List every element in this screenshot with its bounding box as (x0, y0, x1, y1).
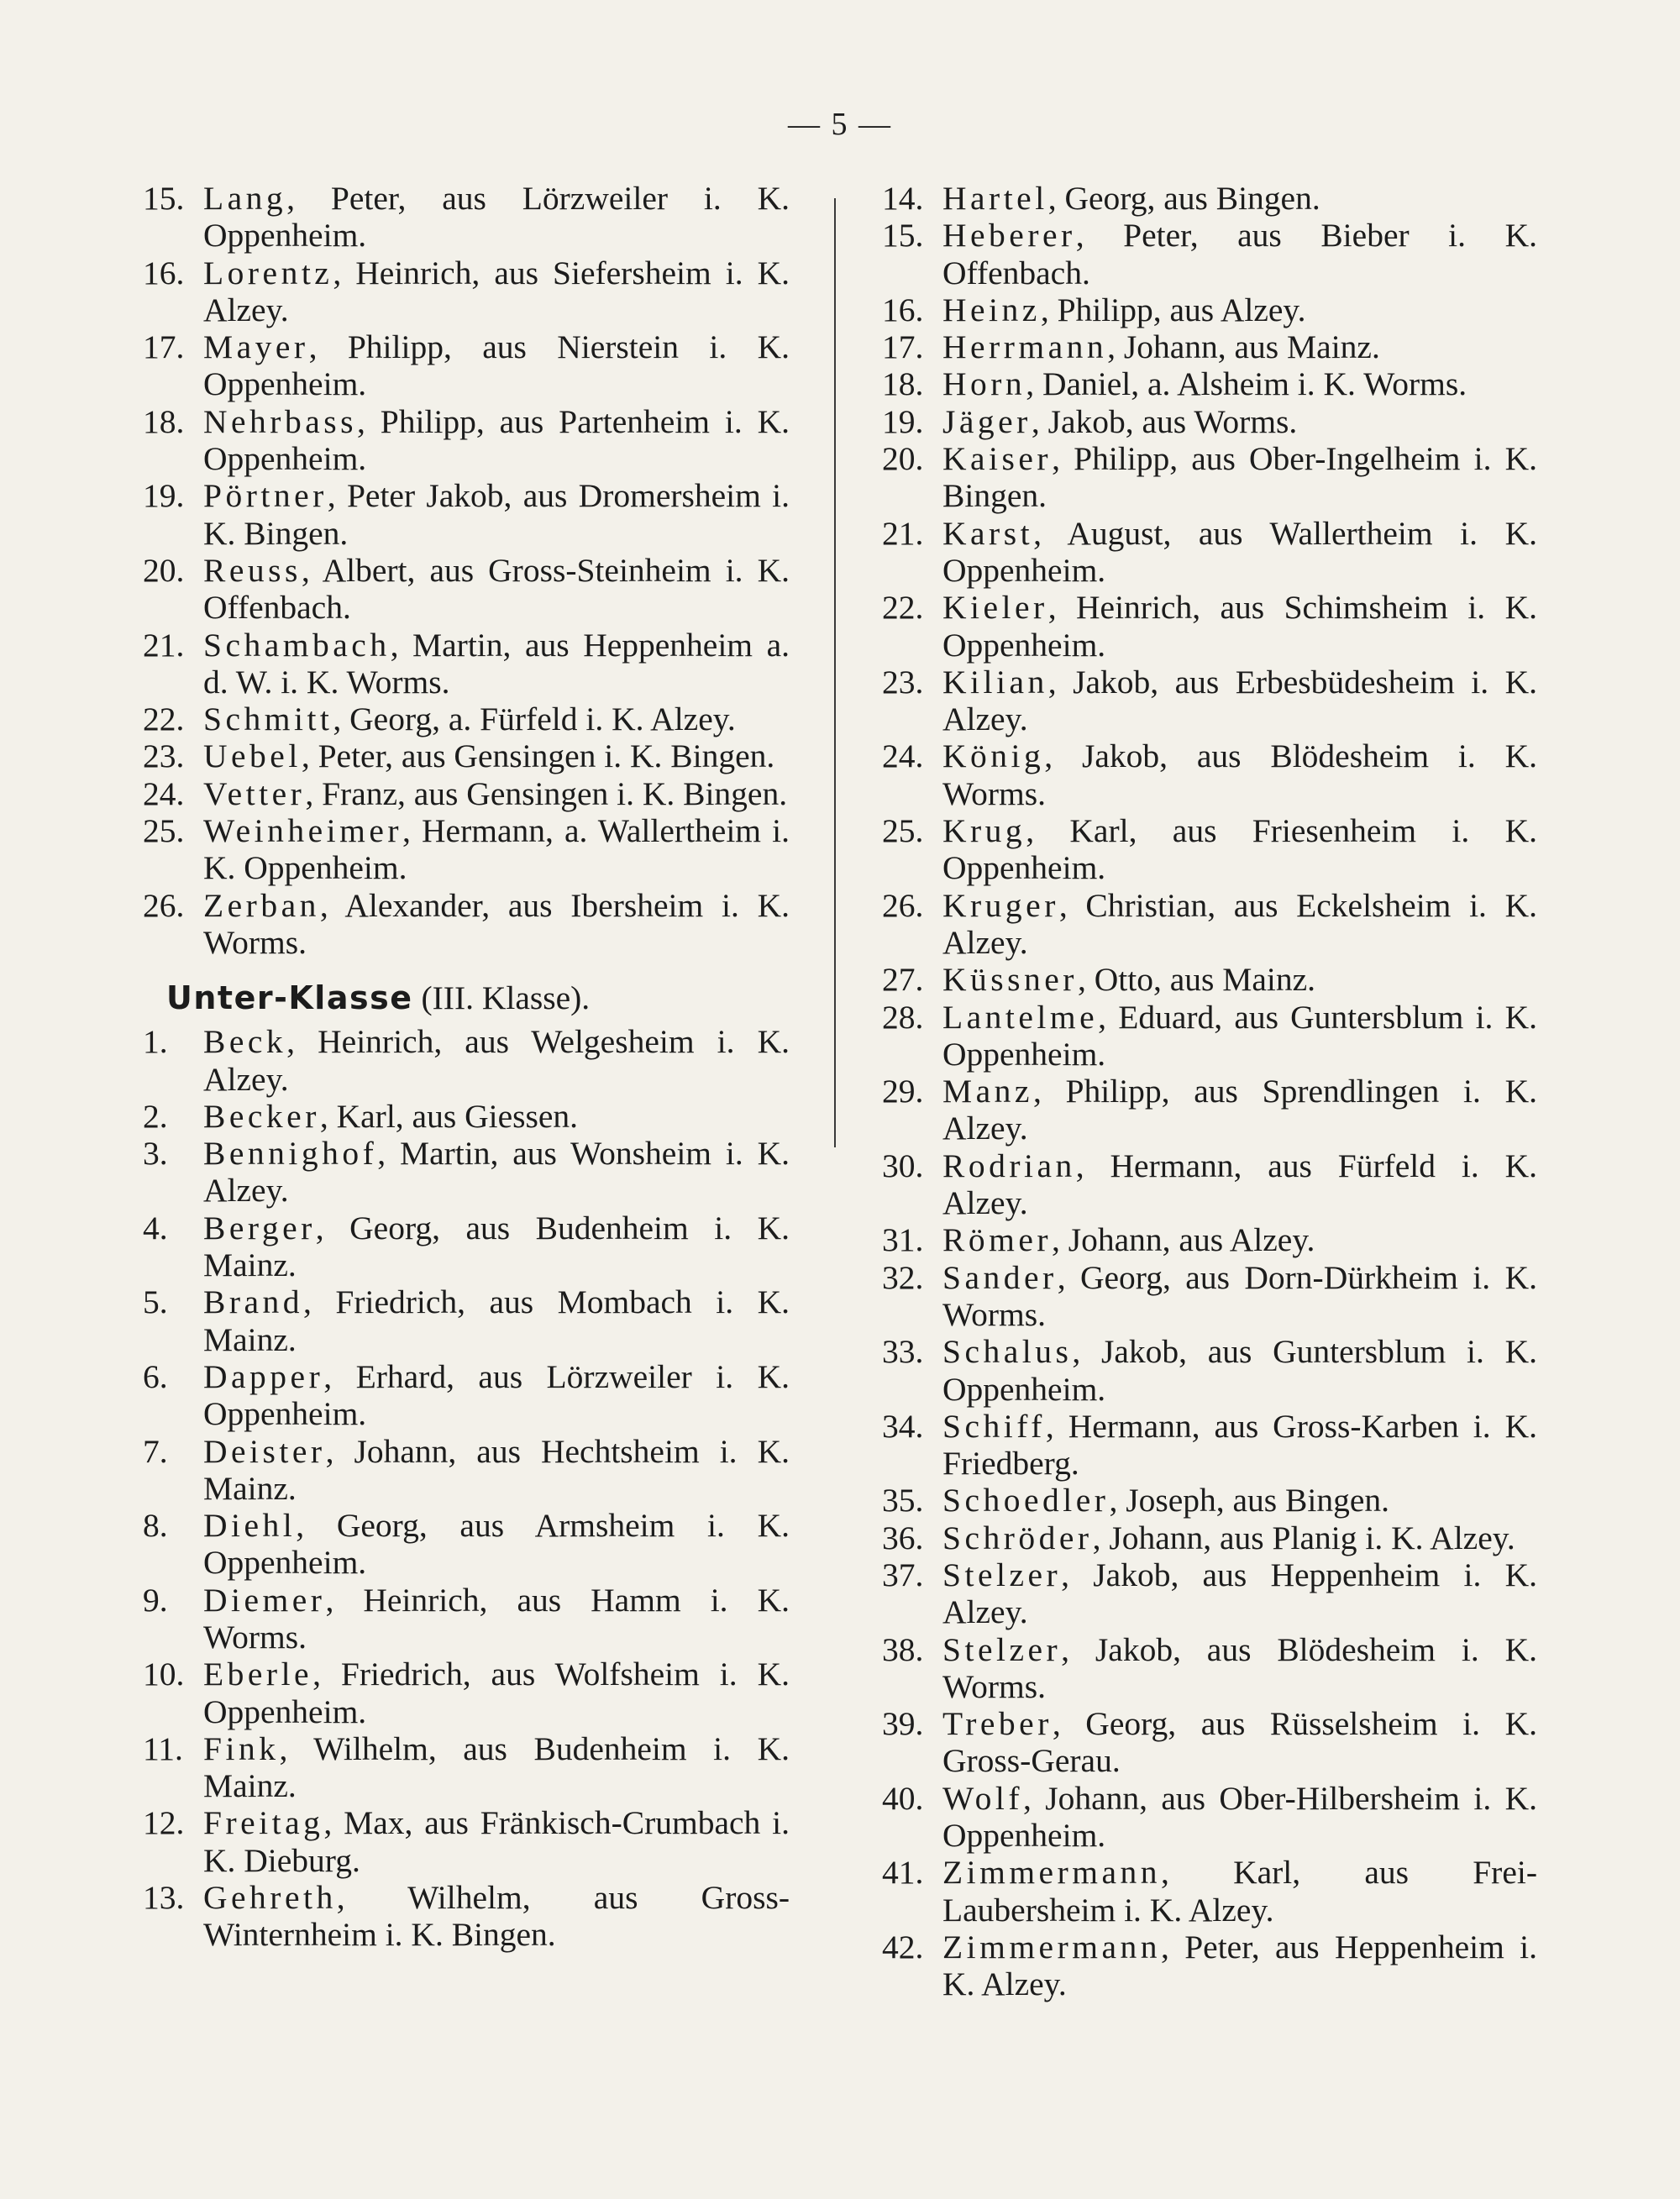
list-entry (882, 1221, 1537, 1258)
entry-details: , Georg, aus Armsheim i. K. Oppenheim. (203, 1507, 790, 1582)
entry-details: , Martin, aus Wonsheim i. K. Alzey. (203, 1135, 790, 1210)
entry-surname: Schoedler (942, 1482, 1110, 1519)
entry-surname: Dapper (203, 1357, 324, 1395)
entry-details: , Heinrich, aus Hamm i. K. Worms. (203, 1581, 790, 1656)
entry-details: , August, aus Wallertheim i. K. Oppenheim. (942, 514, 1537, 589)
entry-details: , Jakob, aus Heppenheim i. K. Alzey. (942, 1556, 1537, 1631)
entry-number: 26. (882, 886, 924, 924)
entry-number: 15. (143, 180, 185, 217)
entry-details: , Otto, aus Mainz. (1077, 961, 1316, 999)
list-entry (882, 440, 1537, 515)
entry-surname: Freitag (203, 1804, 324, 1842)
entry-number: 13. (143, 1879, 185, 1917)
entry-number: 14. (882, 180, 924, 217)
list-entry (143, 701, 790, 737)
list-entry (143, 328, 790, 403)
entry-number: 30. (882, 1147, 924, 1184)
entry-surname: Deister (203, 1432, 326, 1470)
entry-number: 36. (882, 1519, 924, 1556)
list-entry (882, 1408, 1537, 1483)
column-divider (834, 198, 836, 1147)
entry-number: 25. (882, 812, 924, 850)
list-entry (143, 1433, 790, 1508)
student-list-lower (143, 1023, 790, 1953)
entry-surname: Beck (203, 1023, 287, 1061)
entry-number: 27. (882, 961, 924, 999)
entry-number: 16. (882, 291, 924, 328)
page-number: — 5 — (788, 107, 892, 142)
entry-details: , Karl, aus Giessen. (319, 1097, 579, 1135)
list-entry (143, 403, 790, 478)
list-entry (143, 1582, 790, 1656)
entry-details: , Heinrich, aus Schimsheim i. K. Oppenheim. (942, 589, 1537, 664)
entry-details: , Johann, aus Mainz. (1107, 328, 1380, 366)
entry-details: , Philipp, aus Nierstein i. K. Oppenheim. (203, 328, 790, 403)
entry-surname: Schalus (942, 1333, 1073, 1371)
entry-number: 23. (882, 663, 924, 701)
entry-surname: Zimmermann (942, 1928, 1161, 1965)
entry-details: , Joseph, aus Bingen. (1109, 1482, 1389, 1519)
entry-number: 3. (143, 1135, 168, 1173)
entry-surname: Küssner (942, 961, 1078, 999)
entry-details: , Philipp, aus Ober-Ingelheim i. K. Bingen. (942, 440, 1537, 515)
entry-surname: Horn (942, 365, 1026, 403)
entry-surname: Lantelme (942, 998, 1099, 1036)
list-entry (143, 552, 790, 627)
list-entry (882, 1556, 1537, 1631)
entry-surname: Schröder (942, 1519, 1093, 1556)
entry-details: , Erhard, aus Lörzweiler i. K. Oppenheim. (203, 1357, 790, 1433)
entry-details: , Johann, aus Ober-Hilbersheim i. K. Oppenheim. (942, 1779, 1537, 1855)
entry-number: 23. (143, 737, 185, 775)
entry-number: 24. (882, 737, 924, 775)
section-heading (166, 979, 790, 1016)
entry-number: 7. (143, 1432, 168, 1470)
entry-surname: Berger (203, 1209, 316, 1246)
entry-details: , Peter, aus Heppenheim i. K. Alzey. (942, 1928, 1537, 2003)
entry-surname: Schiff (942, 1407, 1046, 1445)
list-entry (882, 217, 1537, 291)
entry-number: 40. (882, 1779, 924, 1817)
list-entry (882, 1631, 1537, 1706)
entry-surname: Vetter (203, 774, 306, 812)
entry-details: , Friedrich, aus Wolfsheim i. K. Oppenheim. (203, 1656, 790, 1730)
entry-details: , Johann, aus Hechtsheim i. K. Mainz. (203, 1432, 790, 1507)
entry-number: 35. (882, 1482, 924, 1519)
entry-number: 39. (882, 1705, 924, 1743)
entry-surname: Wolf (942, 1779, 1023, 1817)
entry-surname: Herrmann (942, 328, 1108, 366)
entry-surname: Gehreth (203, 1879, 337, 1917)
list-entry (143, 1879, 790, 1954)
list-entry (882, 291, 1537, 328)
entry-surname: Treber (942, 1705, 1053, 1743)
entry-details: , Jakob, aus Guntersblum i. K. Oppenheim. (942, 1333, 1537, 1408)
list-entry (882, 180, 1537, 217)
entry-details: , Philipp, aus Alzey. (1040, 291, 1306, 328)
list-entry (143, 1210, 790, 1284)
entry-number: 5. (143, 1283, 168, 1321)
entry-details: , Johann, aus Alzey. (1052, 1221, 1315, 1259)
entry-details: , Heinrich, aus Siefersheim i. K. Alzey. (203, 254, 790, 328)
entry-number: 10. (143, 1656, 185, 1693)
list-entry (882, 403, 1537, 440)
student-list-upper (143, 180, 790, 961)
entry-surname: Kaiser (942, 440, 1053, 478)
entry-details: , Peter, aus Lörzweiler i. K. Oppenheim. (203, 180, 790, 255)
list-entry (882, 1073, 1537, 1147)
entry-number: 29. (882, 1073, 924, 1110)
list-entry (882, 887, 1537, 962)
entry-surname: Diemer (203, 1581, 326, 1619)
entry-surname: Reuss (203, 551, 302, 589)
list-entry (143, 1730, 790, 1805)
entry-surname: Kieler (942, 589, 1048, 627)
entry-details: , Daniel, a. Alsheim i. K. Worms. (1026, 365, 1467, 403)
entry-surname: König (942, 737, 1045, 775)
left-column (143, 180, 790, 1954)
entry-surname: Weinheimer (203, 812, 403, 850)
entry-number: 33. (882, 1333, 924, 1371)
entry-number: 4. (143, 1209, 168, 1246)
entry-number: 19. (882, 402, 924, 440)
entry-details: , Franz, aus Gensingen i. K. Bingen. (305, 774, 788, 812)
entry-surname: Brand (203, 1283, 304, 1321)
list-entry (143, 887, 790, 962)
list-entry (143, 1023, 790, 1098)
entry-details: , Peter Jakob, aus Dromersheim i. K. Bingen. (203, 477, 790, 552)
list-entry (882, 999, 1537, 1073)
entry-details: , Georg, aus Bingen. (1047, 180, 1320, 217)
entry-details: , Peter, aus Gensingen i. K. Bingen. (301, 737, 775, 775)
entry-details: , Eduard, aus Guntersblum i. K. Oppenheim. (942, 998, 1537, 1073)
entry-surname: Schmitt (203, 701, 333, 738)
entry-number: 17. (143, 328, 185, 366)
entry-surname: Karst (942, 514, 1034, 552)
entry-number: 31. (882, 1221, 924, 1259)
list-entry (882, 515, 1537, 590)
entry-details: , Hermann, aus Gross-Karben i. K. Friedberg. (942, 1407, 1537, 1483)
entry-details: , Wilhelm, aus Gross-Winternheim i. K. Bingen. (203, 1879, 790, 1954)
entry-number: 41. (882, 1854, 924, 1892)
entry-details: , Jakob, aus Erbesbüdesheim i. K. Alzey. (942, 663, 1537, 738)
entry-details: , Philipp, aus Sprendlingen i. K. Alzey. (942, 1073, 1537, 1147)
entry-details: , Georg, aus Dorn-Dürkheim i. K. Worms. (942, 1258, 1537, 1333)
entry-details: , Hermann, aus Fürfeld i. K. Alzey. (942, 1147, 1537, 1222)
list-entry (882, 1519, 1537, 1556)
entry-surname: Lang (203, 180, 287, 217)
list-entry (143, 255, 790, 329)
entry-details: , Karl, aus Friesenheim i. K. Oppenheim. (942, 812, 1537, 887)
list-entry (143, 627, 790, 701)
entry-number: 8. (143, 1507, 168, 1545)
list-entry (882, 1333, 1537, 1408)
list-entry (143, 812, 790, 887)
entry-surname: Zimmermann (942, 1854, 1161, 1892)
entry-surname: Manz (942, 1073, 1033, 1110)
entry-details: , Georg, aus Budenheim i. K. Mainz. (203, 1209, 790, 1284)
entry-details: , Johann, aus Planig i. K. Alzey. (1092, 1519, 1515, 1556)
entry-surname: Stelzer (942, 1556, 1062, 1593)
entry-details: , Philipp, aus Partenheim i. K. Oppenheim. (203, 402, 790, 478)
right-column (882, 180, 1537, 2003)
entry-details: , Hermann, a. Wallertheim i. K. Oppenheim. (203, 812, 790, 887)
entry-details: , Albert, aus Gross-Steinheim i. K. Offenbach. (203, 551, 790, 627)
entry-surname: Pörtner (203, 477, 328, 515)
entry-number: 16. (143, 254, 185, 291)
entry-surname: Schambach (203, 626, 391, 664)
entry-number: 22. (143, 701, 185, 738)
list-entry (143, 1507, 790, 1582)
entry-details: , Georg, a. Fürfeld i. K. Alzey. (333, 701, 736, 738)
list-entry (143, 775, 790, 812)
list-entry (882, 737, 1537, 812)
entry-number: 1. (143, 1023, 168, 1061)
entry-number: 18. (882, 365, 924, 403)
list-entry (882, 1259, 1537, 1334)
entry-surname: Heberer (942, 217, 1076, 255)
list-entry (882, 328, 1537, 365)
list-entry (882, 1705, 1537, 1780)
entry-number: 20. (143, 551, 185, 589)
section-heading-title: Unter-Klasse (166, 979, 413, 1017)
entry-number: 11. (143, 1729, 183, 1767)
list-entry (143, 1804, 790, 1879)
list-entry (143, 737, 790, 774)
list-entry (143, 1358, 790, 1433)
entry-details: , Jakob, aus Blödesheim i. K. Worms. (942, 1630, 1537, 1705)
list-entry (882, 1929, 1537, 2003)
entry-details: , Jakob, aus Worms. (1031, 402, 1298, 440)
entry-surname: Sander (942, 1258, 1058, 1296)
entry-number: 24. (143, 774, 185, 812)
entry-number: 19. (143, 477, 185, 515)
entry-surname: Lorentz (203, 254, 333, 291)
entry-number: 2. (143, 1097, 168, 1135)
entry-details: , Wilhelm, aus Budenheim i. K. Mainz. (203, 1729, 790, 1805)
list-entry (143, 1135, 790, 1210)
entry-number: 34. (882, 1407, 924, 1445)
entry-details: , Friedrich, aus Mombach i. K. Mainz. (203, 1283, 790, 1358)
entry-number: 12. (143, 1804, 185, 1842)
entry-surname: Bennighof (203, 1135, 378, 1173)
section-heading-subtitle: (III. Klasse). (421, 979, 591, 1017)
entry-surname: Eberle (203, 1656, 313, 1693)
entry-surname: Rodrian (942, 1147, 1076, 1184)
entry-number: 26. (143, 886, 185, 924)
entry-surname: Heinz (942, 291, 1041, 328)
list-entry (882, 589, 1537, 664)
list-entry (143, 180, 790, 255)
entry-surname: Jäger (942, 402, 1032, 440)
entry-details: , Max, aus Fränkisch-Crumbach i. K. Dieburg. (203, 1804, 790, 1879)
entry-surname: Römer (942, 1221, 1053, 1259)
entry-number: 9. (143, 1581, 168, 1619)
entry-details: , Alexander, aus Ibersheim i. K. Worms. (203, 886, 790, 961)
entry-number: 20. (882, 440, 924, 478)
entry-number: 32. (882, 1258, 924, 1296)
entry-surname: Mayer (203, 328, 309, 366)
entry-number: 18. (143, 402, 185, 440)
list-entry (882, 1147, 1537, 1222)
entry-details: , Peter, aus Bieber i. K. Offenbach. (942, 217, 1537, 291)
entry-number: 21. (882, 514, 924, 552)
entry-number: 22. (882, 589, 924, 627)
entry-surname: Fink (203, 1729, 280, 1767)
list-entry (143, 477, 790, 552)
entry-number: 37. (882, 1556, 924, 1593)
entry-details: , Georg, aus Rüsselsheim i. K. Gross-Gerau. (942, 1705, 1537, 1780)
entry-surname: Kruger (942, 886, 1059, 924)
entry-number: 28. (882, 998, 924, 1036)
list-entry (882, 1780, 1537, 1855)
entry-surname: Nehrbass (203, 402, 357, 440)
entry-number: 42. (882, 1928, 924, 1965)
entry-details: , Heinrich, aus Welgesheim i. K. Alzey. (203, 1023, 790, 1098)
entry-details: , Karl, aus Frei-Laubersheim i. K. Alzey. (942, 1854, 1537, 1929)
list-entry (143, 1283, 790, 1358)
entry-number: 25. (143, 812, 185, 850)
entry-number: 38. (882, 1630, 924, 1668)
entry-surname: Becker (203, 1097, 320, 1135)
entry-details: , Martin, aus Heppenheim a. d. W. i. K. Worms. (203, 626, 790, 701)
entry-surname: Hartel (942, 180, 1048, 217)
entry-details: , Jakob, aus Blödesheim i. K. Worms. (942, 737, 1537, 812)
entry-surname: Krug (942, 812, 1026, 850)
entry-surname: Diehl (203, 1507, 297, 1545)
entry-number: 17. (882, 328, 924, 366)
entry-surname: Stelzer (942, 1630, 1062, 1668)
entry-number: 6. (143, 1357, 168, 1395)
list-entry (882, 1854, 1537, 1929)
list-entry (143, 1098, 790, 1135)
list-entry (143, 1656, 790, 1730)
entry-surname: Kilian (942, 663, 1048, 701)
entry-number: 21. (143, 626, 185, 664)
list-entry (882, 961, 1537, 998)
entry-number: 15. (882, 217, 924, 255)
list-entry (882, 1482, 1537, 1519)
list-entry (882, 664, 1537, 738)
entry-surname: Zerban (203, 886, 320, 924)
entry-surname: Uebel (203, 737, 302, 775)
student-list-right (882, 180, 1537, 2003)
list-entry (882, 812, 1537, 887)
entry-details: , Christian, aus Eckelsheim i. K. Alzey. (942, 886, 1537, 961)
list-entry (882, 365, 1537, 402)
